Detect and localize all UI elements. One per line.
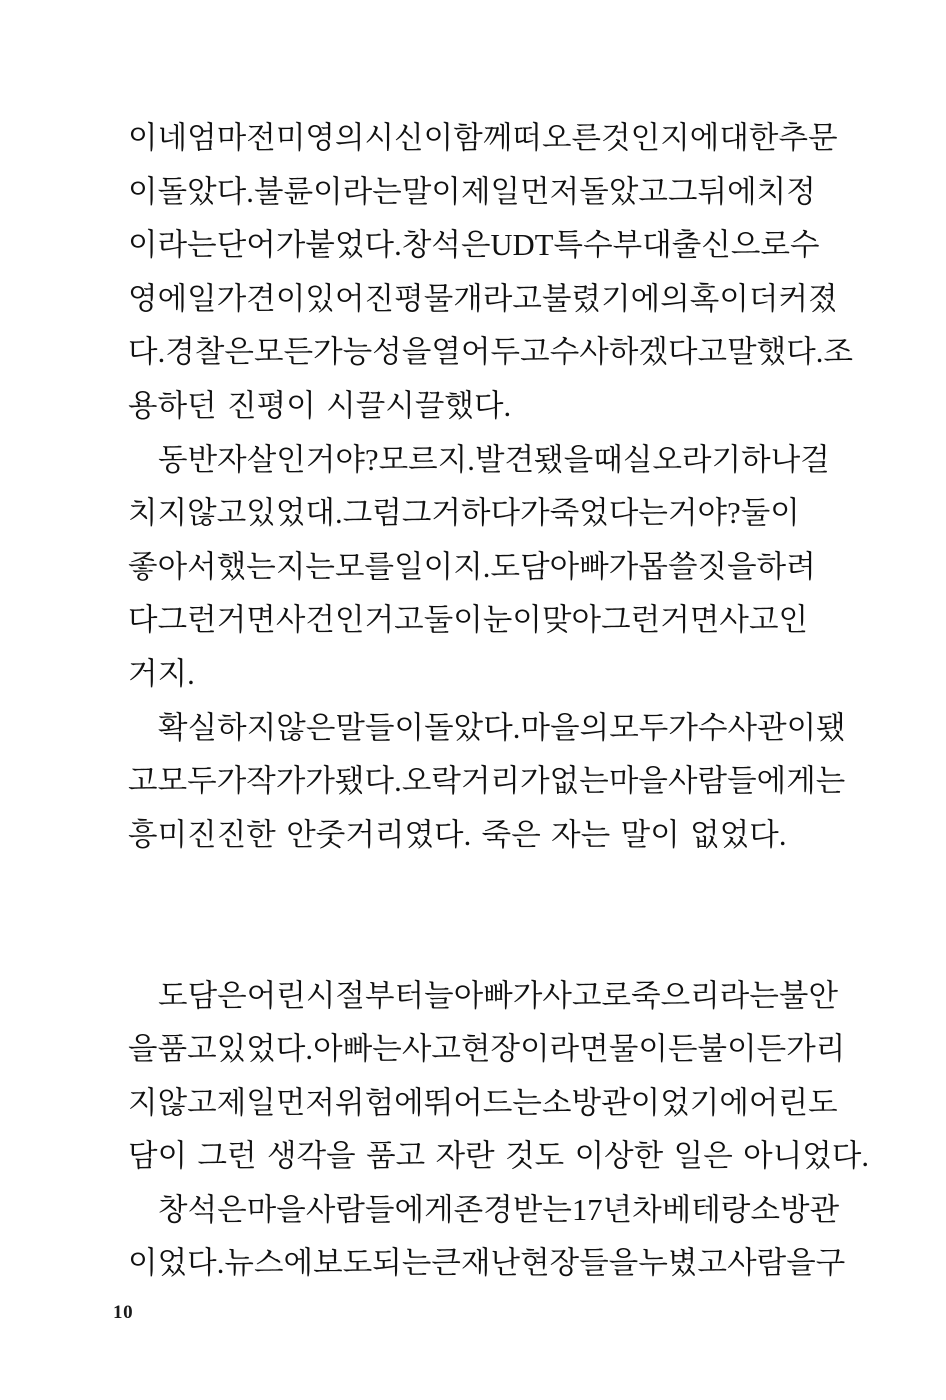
word: 가능성을 [313,335,432,370]
word: 베테랑 [661,1192,751,1227]
word: 품고 [157,1032,217,1067]
word: 작가가 [246,764,335,799]
word: 도담 [490,549,550,584]
word: 이 [128,174,158,209]
word: 추문 [778,121,838,155]
text-line [128,702,846,756]
word: 말했다. [727,335,824,370]
word: 없는 [549,764,609,799]
word: 것도 [505,1139,565,1174]
word: 죽었다는 [549,496,668,531]
word: 조 [823,335,854,370]
word: 거면 [660,603,720,638]
text-line [128,1077,838,1131]
word: 있어 [305,281,365,316]
paragraph-spacer [128,862,782,916]
word: 붙었다. [305,228,402,263]
word: 흥미진진한 [128,817,276,852]
word: 걸 [800,442,830,477]
word: 커졌 [778,281,838,316]
word: 다. [128,335,166,370]
word: 됐다. [334,764,402,799]
word: 전미영의 [246,121,365,155]
text-line [128,487,800,541]
word: 안줏거리였다. [286,817,472,852]
paragraph [128,1184,846,1291]
text-line [128,755,846,809]
text-line [128,648,782,702]
word: 거고 [364,603,424,638]
word: 자는 [551,817,611,852]
word: 위험에 [335,1085,424,1120]
word: 수사하겠다고 [549,335,728,370]
word: 짓을 [697,549,757,584]
word: 있었대. [246,496,343,531]
word: 사고 [401,1032,461,1067]
word: 을 [128,1032,158,1067]
word: 영에 [128,281,188,316]
text-line [128,434,830,488]
word: 죽으리라는 [631,978,779,1013]
word: 단어가 [216,228,306,263]
word: 오락거리가 [401,764,550,799]
word: 했는지는 [216,549,335,584]
word: 시끌시끌했다. [326,388,512,423]
text-line [128,380,782,434]
word: 물이든 [608,1032,698,1067]
word: 이상한 [574,1139,664,1174]
word: 늘 [424,978,454,1013]
word: 말이 [620,817,680,852]
word: 있었다. [216,1032,314,1067]
word: 의혹이 [660,281,749,316]
word: 차 [632,1192,662,1227]
word: 현장들을 [520,1246,639,1281]
word: 어린 [748,1085,809,1120]
word: 모두가 [157,764,247,799]
word: UDT [490,228,554,263]
word: 이라는 [128,228,217,263]
word: 대한 [719,121,779,155]
word: 발견됐을 [475,442,594,477]
word: 현장이라면 [460,1032,609,1067]
word: 않은 [276,710,336,745]
word: 일가견이 [187,281,306,316]
text-line [128,326,854,380]
word: 먼저 [275,1085,335,1120]
word: 뉴스에 [224,1246,314,1281]
word: 가리 [786,1032,846,1067]
word: 모르지. [378,442,476,477]
word: 죽은 [481,817,541,852]
word: 돌았다. [157,174,254,209]
paragraph [128,702,846,863]
word: 사람들에게는 [667,764,846,799]
word: 먼저 [520,174,580,209]
word: 거야? [305,442,379,477]
word: 시절부터 [305,978,425,1013]
word: 진평 [364,281,424,316]
word: 큰 [431,1246,461,1281]
word: 제일 [460,174,521,209]
page-number: 10 [113,1302,134,1323]
word: 둘이 [423,603,483,638]
word: 거면 [216,603,276,638]
paragraph [128,112,854,434]
word: 담이 [128,1139,188,1174]
word: 그거 [401,496,461,531]
word: 그런 [197,1139,257,1174]
word: 모를 [334,549,395,584]
word: 하다가 [460,496,550,531]
word: 사람들에게 [305,1192,454,1227]
word: 더 [748,281,779,316]
word: 열어 [431,335,491,370]
word: 17년 [571,1192,633,1227]
word: 확실하지 [158,710,277,745]
word: 품고 [366,1139,426,1174]
word: 출신으로 [671,228,791,263]
word: 도 [808,1085,838,1120]
word: 말들이 [335,710,425,745]
word: 좋아서 [128,549,217,584]
word: 누볐고 [638,1246,728,1281]
text-line [128,112,838,166]
word: 모두가 [609,710,698,745]
word: 사람을 [727,1246,816,1281]
word: 수사관이 [697,710,817,745]
word: 이었다. [128,1246,225,1281]
word: 않고 [187,496,247,531]
word: 치지 [128,496,188,531]
word: 돌았다. [424,710,521,745]
word: 진평이 [227,388,316,423]
word: 사고인 [719,603,809,638]
word: 사고로 [542,978,632,1013]
word: 그런 [601,603,661,638]
word: 것인지에 [601,121,720,155]
text-line [128,1023,846,1077]
text-line [128,809,787,863]
word: 다 [128,603,158,638]
word: 재난 [460,1246,521,1281]
word: 두고 [490,335,550,370]
word: 떠오른 [512,121,602,155]
word: 아빠는 [313,1032,402,1067]
word: 거야? [667,496,741,531]
text-line [128,594,809,648]
word: 경찰은 [165,335,254,370]
word: 몹쓸 [638,549,698,584]
word: 수 [790,228,820,263]
word: 물개라고 [423,281,542,316]
word: 일이지. [394,549,491,584]
word: 하려 [756,549,816,584]
word: 마을 [246,1192,306,1227]
word: 도담은 [158,978,247,1013]
word: 특수부대 [553,228,672,263]
word: 마을 [608,764,668,799]
word: 불이든 [697,1032,787,1067]
word: 용하던 [128,388,217,423]
page-text-block [128,112,870,1291]
paragraph [128,970,870,1184]
text-line [128,219,820,273]
word: 돌았고 [579,174,668,209]
word: 시신이 [364,121,454,155]
word: 보도되는 [313,1246,432,1281]
word: 모든 [254,335,314,370]
word: 말이 [401,174,461,209]
word: 제일 [216,1085,276,1120]
text-line [128,273,838,327]
word: 창석은 [401,228,491,263]
word: 치정 [756,174,816,209]
word: 존경받는 [453,1192,572,1227]
word: 일은 [673,1139,733,1174]
text-line [128,1237,846,1291]
word: 아빠가 [549,549,639,584]
word: 하나 [741,442,801,477]
word: 엄마 [187,121,247,155]
word: 함께 [453,121,513,155]
word: 때 [593,442,623,477]
word: 사건인 [275,603,365,638]
word: 고 [128,764,158,799]
word: 그럼 [342,496,402,531]
word: 거지. [128,656,195,691]
word: 동반 [158,442,218,477]
word: 그런 [157,603,217,638]
word: 아빠가 [453,978,543,1013]
word: 자란 [435,1139,495,1174]
word: 아니었다. [743,1139,870,1174]
text-line [128,1184,840,1238]
word: 않고 [157,1085,217,1120]
word: 그 [667,174,698,209]
word: 뒤에 [697,174,757,209]
word: 이네 [128,121,188,155]
word: 생각을 [267,1139,356,1174]
word: 불륜이라는 [254,174,402,209]
word: 됐 [816,710,846,745]
word: 뛰어드는 [423,1085,542,1120]
word: 맞아 [541,603,602,638]
word: 자살인 [217,442,306,477]
word: 없었다. [690,817,787,852]
paragraph-spacer [128,916,782,970]
text-line [128,541,816,595]
paragraph [128,434,830,702]
word: 둘이 [740,496,800,531]
word: 어린 [246,978,306,1013]
word: 마을의 [520,710,610,745]
word: 지 [128,1085,158,1120]
text-line [128,166,816,220]
word: 창석은 [158,1192,247,1227]
word: 소방관이었기에 [541,1085,749,1120]
word: 구 [815,1246,846,1281]
word: 불렸기에 [541,281,661,316]
word: 소방관 [750,1192,840,1227]
word: 실오라기 [622,442,742,477]
word: 불안 [778,978,839,1013]
word: 눈이 [482,603,542,638]
text-line [128,970,839,1024]
text-line [128,1130,870,1184]
